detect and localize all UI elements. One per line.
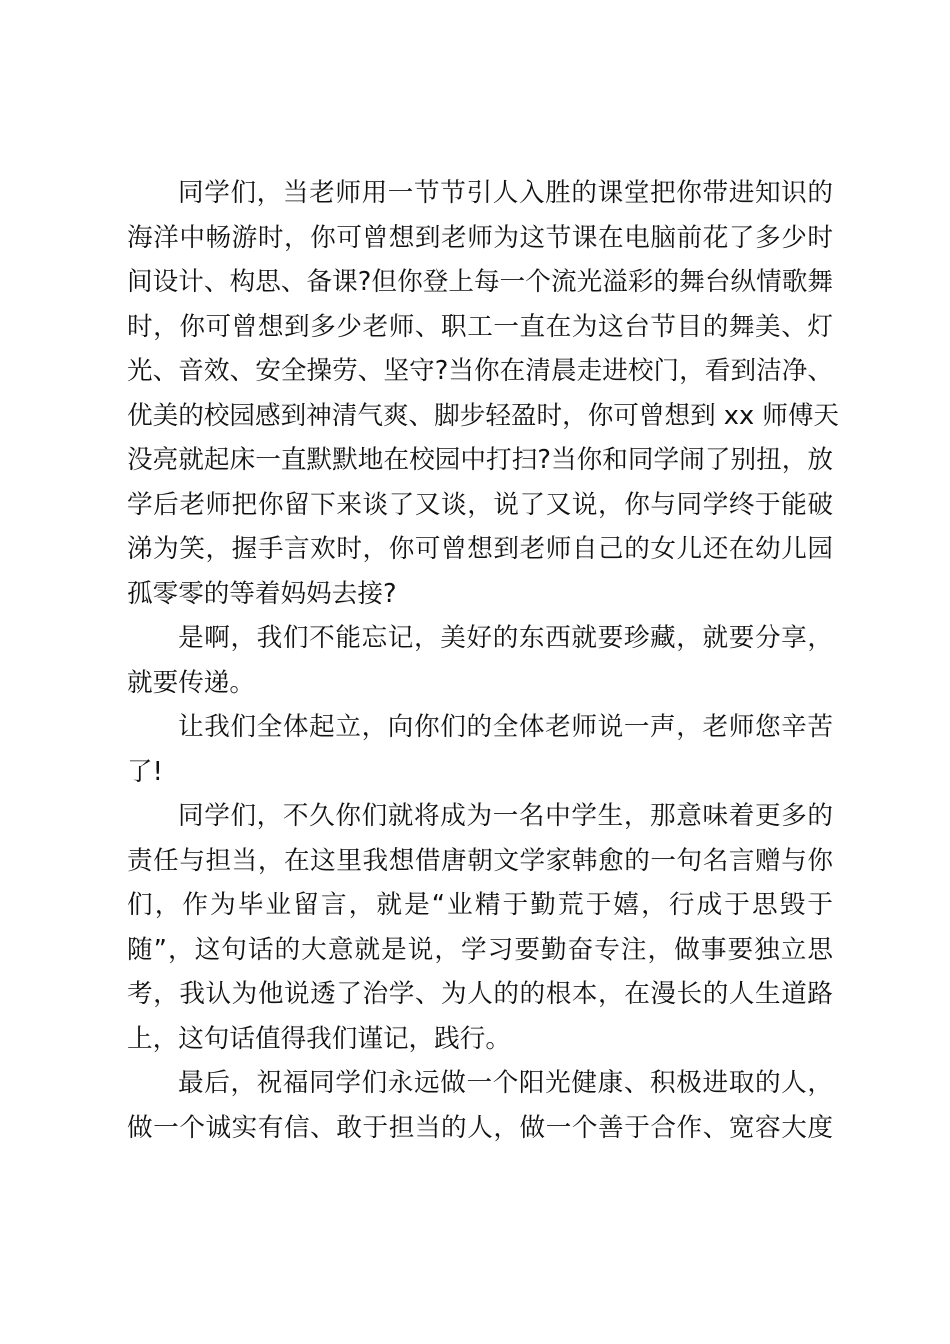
text-line: 间设计、构思、备课?但你登上每一个流光溢彩的舞台纵情歌舞 bbox=[127, 267, 833, 297]
text-line: 责任与担当，在这里我想借唐朝文学家韩愈的一句名言赠与你 bbox=[127, 845, 833, 876]
text-line: 涕为笑，握手言欢时，你可曾想到老师自己的女儿还在幼儿园 bbox=[127, 534, 833, 564]
paragraph-5 bbox=[127, 1061, 833, 1150]
text-line: 优美的校园感到神清气爽、脚步轻盈时，你可曾想到 xx 师傅天 bbox=[127, 400, 840, 431]
paragraph-2 bbox=[127, 616, 833, 705]
text-line: 就要传递。 bbox=[127, 667, 255, 698]
text-line: 是啊，我们不能忘记，美好的东西就要珍藏，就要分享， bbox=[178, 623, 833, 653]
text-line: 最后，祝福同学们永远做一个阳光健康、积极进取的人， bbox=[178, 1068, 833, 1098]
document-body bbox=[127, 171, 840, 1150]
text-line: 上，这句话值得我们谨记，践行。 bbox=[127, 1023, 511, 1054]
paragraph-1 bbox=[127, 171, 840, 616]
text-line: 同学们，不久你们就将成为一名中学生，那意味着更多的 bbox=[178, 801, 833, 831]
text-line: 孤零零的等着妈妈去接? bbox=[127, 578, 397, 609]
text-line: 没亮就起床一直默默地在校园中打扫?当你和同学闹了别扭，放 bbox=[127, 445, 833, 475]
paragraph-4 bbox=[127, 794, 833, 1061]
text-line: 做一个诚实有信、敢于担当的人，做一个善于合作、宽容大度 bbox=[127, 1112, 833, 1143]
text-line: 让我们全体起立，向你们的全体老师说一声，老师您辛苦 bbox=[178, 712, 833, 742]
text-line: 光、音效、安全操劳、坚守?当你在清晨走进校门，看到洁净、 bbox=[127, 356, 833, 386]
text-line: 考，我认为他说透了治学、为人的的根本，在漫长的人生道路 bbox=[127, 979, 833, 1009]
text-line: 时，你可曾想到多少老师、职工一直在为这台节目的舞美、灯 bbox=[127, 311, 833, 342]
text-line: 同学们，当老师用一节节引人入胜的课堂把你带进知识的 bbox=[178, 178, 833, 208]
text-line: 海洋中畅游时，你可曾想到老师为这节课在电脑前花了多少时 bbox=[127, 222, 833, 253]
text-line: 们，作为毕业留言，就是“业精于勤荒于嬉，行成于思毁于 bbox=[127, 890, 833, 920]
text-line: 随”，这句话的大意就是说，学习要勤奋专注，做事要独立思 bbox=[127, 934, 833, 965]
text-line: 了! bbox=[127, 756, 163, 787]
text-line: 学后老师把你留下来谈了又谈，说了又说，你与同学终于能破 bbox=[127, 489, 833, 520]
paragraph-3 bbox=[127, 705, 833, 794]
